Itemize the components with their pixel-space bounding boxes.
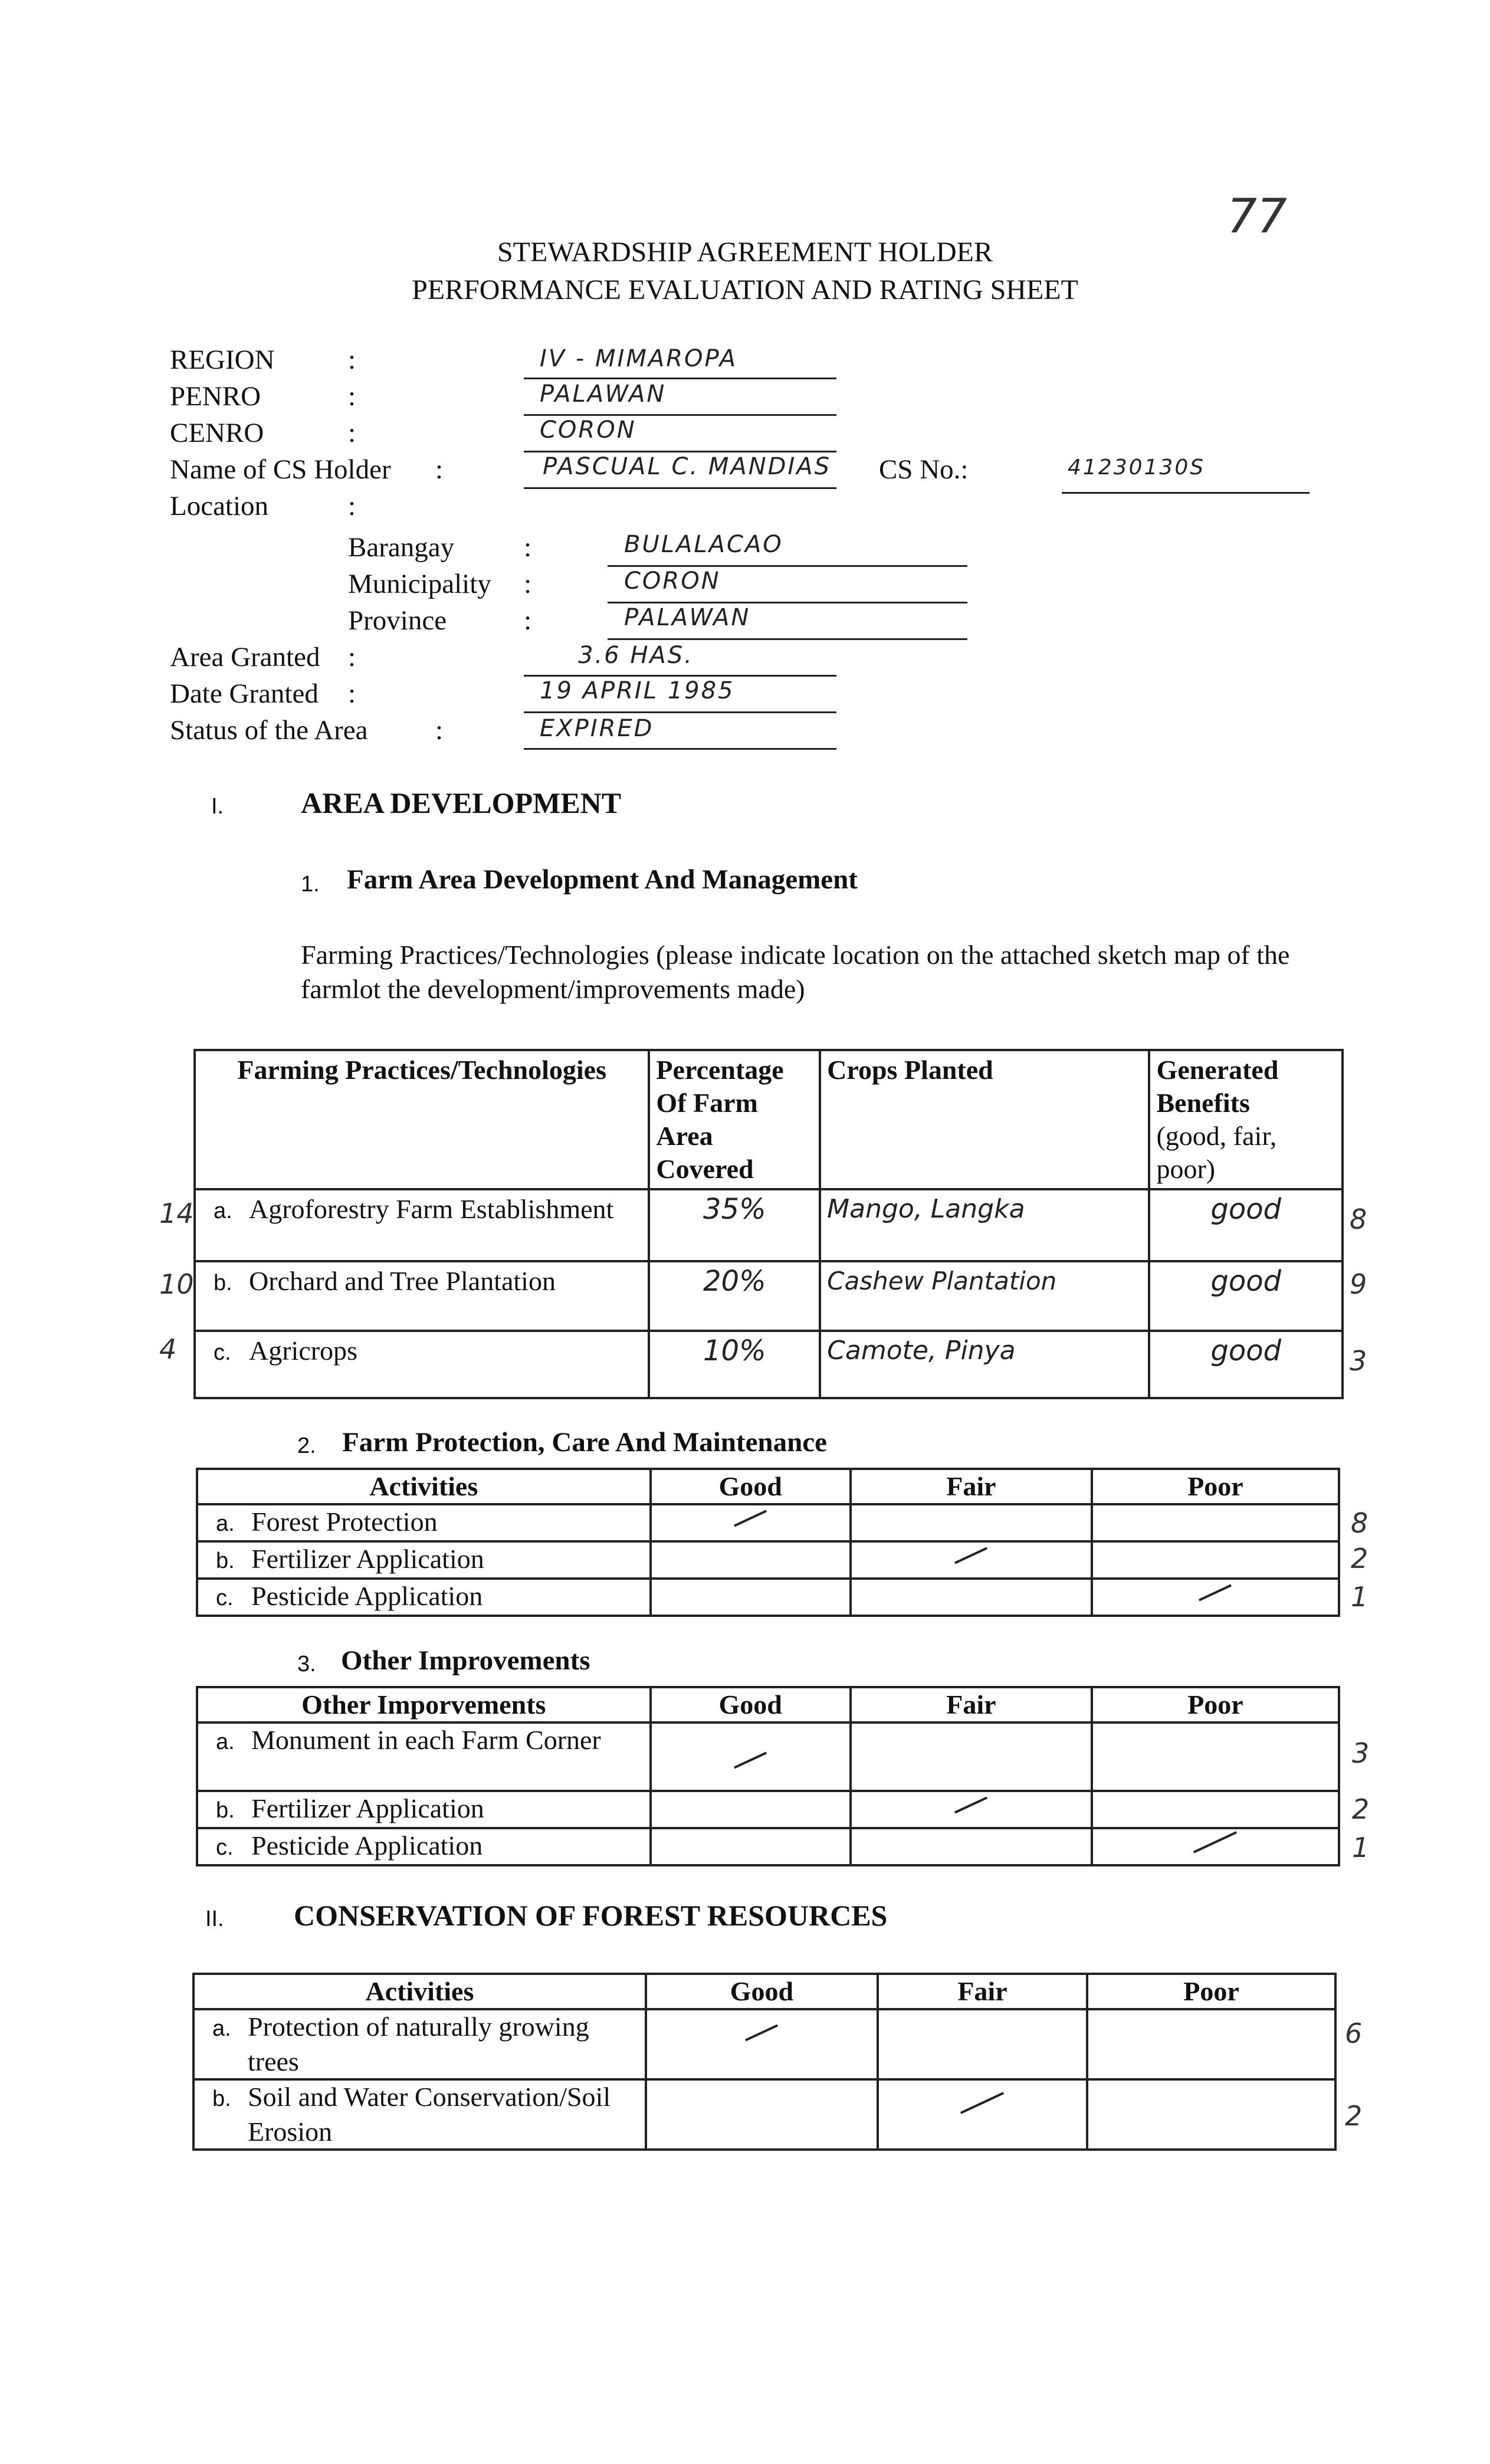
col-header-activities: Activities	[197, 1469, 651, 1504]
colon: :	[524, 605, 532, 636]
poor-cell	[1092, 1541, 1339, 1579]
penro-underline	[524, 414, 836, 416]
municipality-underline	[608, 602, 967, 603]
col-header-activities: Other Imporvements	[197, 1687, 651, 1722]
table-row	[195, 1261, 1343, 1331]
handwritten-page-number: 77	[1227, 189, 1287, 244]
province-underline	[608, 638, 967, 640]
practice-cell	[195, 1261, 649, 1331]
item-key: b.	[216, 1798, 235, 1823]
colon: :	[435, 454, 444, 485]
subsection-number: 2.	[297, 1433, 316, 1458]
colon: :	[348, 418, 356, 448]
col-header-good: Good	[651, 1469, 851, 1504]
good-cell	[646, 2079, 878, 2150]
good-cell	[646, 2009, 878, 2079]
item-label: Pesticide Application	[251, 1581, 483, 1611]
check-mark	[734, 1510, 767, 1527]
table-row	[197, 1828, 1339, 1865]
colon: :	[348, 344, 356, 375]
col-header-fair: Fair	[851, 1469, 1092, 1504]
fair-cell	[851, 1828, 1092, 1865]
table-row	[197, 1579, 1339, 1616]
area-underline	[524, 675, 836, 677]
item-label: Agricrops	[249, 1336, 357, 1366]
section-title: CONSERVATION OF FOREST RESOURCES	[294, 1899, 888, 1932]
poor-cell	[1087, 2009, 1335, 2079]
barangay-label: Barangay	[348, 532, 455, 563]
cenro-underline	[524, 451, 836, 452]
municipality-value: CORON	[624, 567, 721, 595]
table-row	[197, 1791, 1339, 1828]
good-cell	[651, 1791, 851, 1828]
region-label: REGION	[170, 344, 275, 375]
col-header-activities: Activities	[193, 1974, 646, 2009]
margin-score: 2	[1352, 1793, 1370, 1825]
table-row	[193, 2079, 1335, 2150]
item-label: Soil and Water Conservation/Soil Erosion	[248, 2082, 611, 2147]
activity-cell	[197, 1579, 651, 1616]
fair-cell	[851, 1722, 1092, 1791]
area-granted-value: 3.6 HAS.	[578, 642, 694, 669]
check-mark	[745, 2025, 778, 2042]
penro-label: PENRO	[170, 381, 261, 412]
page-subtitle: PERFORMANCE EVALUATION AND RATING SHEET	[412, 274, 1078, 306]
percentage-cell: 10%	[649, 1331, 820, 1398]
fair-cell	[851, 1504, 1092, 1541]
penro-value: PALAWAN	[540, 380, 667, 408]
item-key: a.	[216, 1511, 235, 1536]
location-label: Location	[170, 491, 269, 521]
col-header-benefits	[1149, 1050, 1343, 1189]
area-granted-label: Area Granted	[170, 642, 320, 672]
colon: :	[435, 715, 444, 746]
margin-score: 9	[1350, 1268, 1367, 1300]
page-title: STEWARDSHIP AGREEMENT HOLDER	[497, 237, 993, 268]
item-label: Agroforestry Farm Establishment	[249, 1194, 614, 1224]
cs-no-underline	[1062, 492, 1310, 494]
cs-no-value: 41230130S	[1068, 455, 1206, 480]
item-key: b.	[216, 1548, 235, 1573]
margin-score: 1	[1352, 1832, 1370, 1863]
colon: :	[348, 642, 356, 672]
activity-cell	[197, 1541, 651, 1579]
date-underline	[524, 711, 836, 713]
fair-cell	[851, 1579, 1092, 1616]
barangay-value: BULALACAO	[624, 531, 783, 558]
percentage-cell: 20%	[649, 1261, 820, 1331]
activity-cell	[193, 2079, 646, 2150]
item-label: Pesticide Application	[251, 1830, 483, 1861]
benefit-cell: good	[1149, 1189, 1343, 1261]
cenro-value: CORON	[540, 416, 636, 444]
margin-score: 10	[159, 1268, 194, 1300]
colon: :	[348, 381, 356, 412]
subsection-title: Farm Protection, Care And Maintenance	[342, 1427, 827, 1458]
col-header-poor: Poor	[1092, 1687, 1339, 1722]
farm-protection-table	[196, 1468, 1340, 1617]
margin-score: 6	[1345, 2017, 1363, 2049]
poor-cell	[1092, 1722, 1339, 1791]
activity-cell	[197, 1791, 651, 1828]
date-granted-value: 19 APRIL 1985	[540, 677, 735, 704]
subsection-number: 3.	[297, 1652, 316, 1676]
section-number: II.	[205, 1907, 224, 1931]
subsection-title: Farm Area Development And Management	[347, 864, 858, 895]
cs-no-label: CS No.:	[879, 454, 969, 485]
good-cell	[651, 1504, 851, 1541]
item-key: b.	[214, 1271, 232, 1295]
check-mark	[1193, 1831, 1237, 1853]
item-key: a.	[212, 2016, 231, 2041]
status-label: Status of the Area	[170, 715, 368, 746]
item-key: c.	[216, 1586, 234, 1610]
check-mark	[960, 2092, 1004, 2114]
benefit-cell: good	[1149, 1331, 1343, 1398]
municipality-label: Municipality	[348, 569, 491, 599]
item-label: Protection of naturally growing trees	[248, 2012, 589, 2076]
poor-cell	[1092, 1828, 1339, 1865]
subsection-number: 1.	[301, 872, 320, 897]
good-cell	[651, 1541, 851, 1579]
item-label: Fertilizer Application	[251, 1544, 484, 1574]
table-row	[195, 1189, 1343, 1261]
holder-value: PASCUAL C. MANDIAS	[543, 453, 831, 480]
section-number: I.	[211, 794, 224, 819]
region-underline	[524, 378, 836, 379]
check-mark	[954, 1547, 987, 1564]
colon: :	[524, 569, 532, 599]
crops-cell: Cashew Plantation	[820, 1261, 1149, 1331]
margin-score: 3	[1350, 1345, 1367, 1377]
good-cell	[651, 1828, 851, 1865]
col-header-practice: Farming Practices/Technologies	[195, 1050, 649, 1189]
poor-cell	[1092, 1504, 1339, 1541]
margin-score: 3	[1352, 1737, 1370, 1769]
status-underline	[524, 748, 836, 750]
activity-cell	[193, 2009, 646, 2079]
item-key: a.	[214, 1199, 232, 1223]
table-row	[193, 2009, 1335, 2079]
margin-score: 8	[1350, 1203, 1367, 1235]
good-cell	[651, 1579, 851, 1616]
holder-label: Name of CS Holder	[170, 454, 391, 485]
margin-score: 2	[1351, 1543, 1368, 1574]
item-label: Monument in each Farm Corner	[251, 1725, 601, 1755]
benefit-cell: good	[1149, 1261, 1343, 1331]
item-label: Orchard and Tree Plantation	[249, 1266, 556, 1296]
item-key: b.	[212, 2086, 231, 2111]
colon: :	[348, 678, 356, 709]
margin-score: 2	[1345, 2100, 1363, 2132]
conservation-table	[192, 1973, 1337, 2151]
table-row	[195, 1331, 1343, 1398]
good-cell	[651, 1722, 851, 1791]
practice-cell	[195, 1189, 649, 1261]
province-label: Province	[348, 605, 447, 636]
activity-cell	[197, 1828, 651, 1865]
col-header-percentage: Percentage Of Farm Area Covered	[649, 1050, 820, 1189]
item-label: Forest Protection	[251, 1507, 438, 1537]
margin-score: 4	[159, 1333, 177, 1365]
table-row	[197, 1722, 1339, 1791]
fair-cell	[878, 2009, 1087, 2079]
table-row	[197, 1504, 1339, 1541]
cenro-label: CENRO	[170, 418, 264, 448]
item-label: Fertilizer Application	[251, 1793, 484, 1823]
fair-cell	[878, 2079, 1087, 2150]
table-row	[197, 1541, 1339, 1579]
crops-cell: Mango, Langka	[820, 1189, 1149, 1261]
fair-cell	[851, 1791, 1092, 1828]
fair-cell	[851, 1541, 1092, 1579]
col-header-good: Good	[651, 1687, 851, 1722]
farming-practices-paragraph: Farming Practices/Technologies (please indicate location on the attached sketch map of the farmlot the development/improvements made)	[301, 940, 1290, 1004]
crops-cell: Camote, Pinya	[820, 1331, 1149, 1398]
col-header-poor: Poor	[1087, 1974, 1335, 2009]
colon: :	[524, 532, 532, 563]
col-header-fair: Fair	[851, 1687, 1092, 1722]
colon: :	[348, 491, 356, 521]
benefits-bold-label: Generated Benefits	[1156, 1055, 1279, 1118]
activity-cell	[197, 1722, 651, 1791]
percentage-cell: 35%	[649, 1189, 820, 1261]
check-mark	[734, 1752, 767, 1769]
province-value: PALAWAN	[624, 604, 751, 631]
item-key: a.	[216, 1730, 235, 1754]
date-granted-label: Date Granted	[170, 678, 319, 709]
other-improvements-table	[196, 1686, 1340, 1866]
check-mark	[1199, 1584, 1232, 1602]
col-header-poor: Poor	[1092, 1469, 1339, 1504]
margin-score: 1	[1351, 1581, 1368, 1613]
poor-cell	[1087, 2079, 1335, 2150]
activity-cell	[197, 1504, 651, 1541]
col-header-good: Good	[646, 1974, 878, 2009]
col-header-crops: Crops Planted	[820, 1050, 1149, 1189]
section-title: AREA DEVELOPMENT	[301, 786, 622, 819]
margin-score: 14	[159, 1197, 194, 1229]
poor-cell	[1092, 1579, 1339, 1616]
check-mark	[954, 1797, 987, 1814]
margin-score: 8	[1351, 1507, 1368, 1539]
poor-cell	[1092, 1791, 1339, 1828]
status-value: EXPIRED	[540, 715, 654, 742]
subsection-title: Other Improvements	[341, 1645, 590, 1676]
region-value: IV - MIMAROPA	[540, 345, 737, 372]
barangay-underline	[608, 565, 967, 567]
item-key: c.	[214, 1340, 231, 1365]
benefits-note: (good, fair, poor)	[1156, 1121, 1277, 1184]
holder-underline	[524, 487, 836, 489]
practice-cell	[195, 1331, 649, 1398]
col-header-fair: Fair	[878, 1974, 1087, 2009]
farming-practices-table	[193, 1049, 1344, 1399]
item-key: c.	[216, 1835, 234, 1860]
